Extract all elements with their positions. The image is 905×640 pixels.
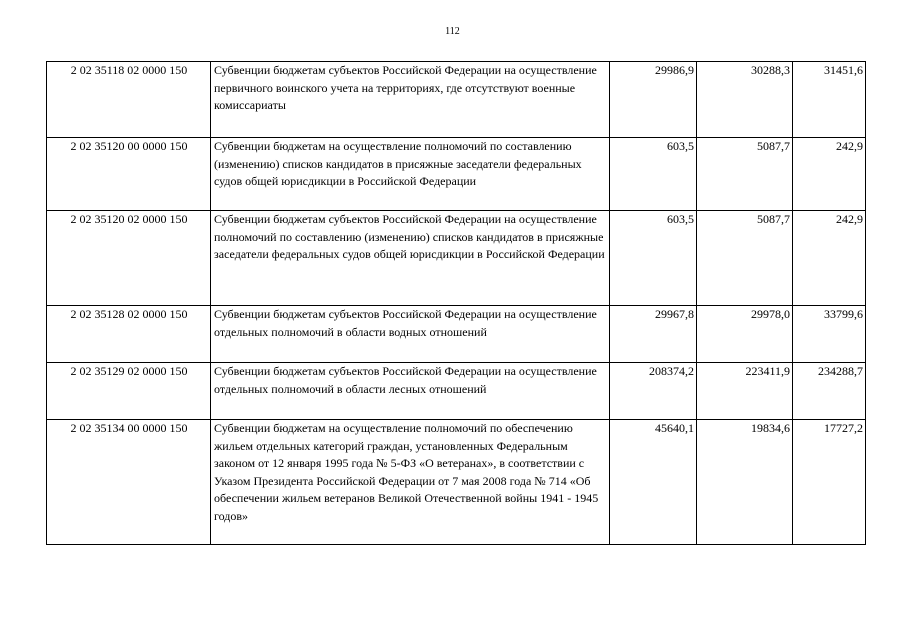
value-year3-cell: 234288,7 <box>793 363 866 420</box>
value-year3-cell: 31451,6 <box>793 62 866 138</box>
table-row <box>47 138 866 211</box>
value-year1-cell: 603,5 <box>610 138 697 211</box>
description-cell: Субвенции бюджетам субъектов Российской Федерации на осуществление первичного воинского учета на территориях, где отсутствуют военные комиссариаты <box>211 62 610 138</box>
budget-code-cell: 2 02 35128 02 0000 150 <box>47 306 211 363</box>
page-number: 112 <box>445 26 460 37</box>
table-row <box>47 363 866 420</box>
table-row <box>47 306 866 363</box>
description-cell: Субвенции бюджетам на осуществление полномочий по составлению (изменению) списков кандидатов в присяжные заседатели федеральных судов общей юрисдикции в Российской Федерации <box>211 138 610 211</box>
value-year1-cell: 208374,2 <box>610 363 697 420</box>
value-year3-cell: 17727,2 <box>793 420 866 545</box>
budget-code-cell: 2 02 35120 00 0000 150 <box>47 138 211 211</box>
table-row <box>47 211 866 306</box>
value-year1-cell: 29986,9 <box>610 62 697 138</box>
value-year2-cell: 5087,7 <box>697 138 793 211</box>
table-row <box>47 420 866 545</box>
value-year1-cell: 603,5 <box>610 211 697 306</box>
value-year1-cell: 29967,8 <box>610 306 697 363</box>
description-cell: Субвенции бюджетам на осуществление полномочий по обеспечению жильем отдельных категорий граждан, установленных Федеральным законом от 12 января 1995 года № 5-ФЗ «О ветеранах», в соответствии с Указом Президента Российской Федерации от 7 мая 2008 года № 714 «Об обеспечении жильем ветеранов Великой Отечественной войны 1941 - 1945 годов» <box>211 420 610 545</box>
table-row <box>47 62 866 138</box>
budget-code-cell: 2 02 35134 00 0000 150 <box>47 420 211 545</box>
value-year3-cell: 242,9 <box>793 211 866 306</box>
value-year3-cell: 33799,6 <box>793 306 866 363</box>
budget-code-cell: 2 02 35118 02 0000 150 <box>47 62 211 138</box>
budget-code-cell: 2 02 35120 02 0000 150 <box>47 211 211 306</box>
value-year2-cell: 223411,9 <box>697 363 793 420</box>
budget-code-cell: 2 02 35129 02 0000 150 <box>47 363 211 420</box>
value-year2-cell: 30288,3 <box>697 62 793 138</box>
value-year2-cell: 19834,6 <box>697 420 793 545</box>
value-year2-cell: 29978,0 <box>697 306 793 363</box>
description-cell: Субвенции бюджетам субъектов Российской Федерации на осуществление отдельных полномочий в области лесных отношений <box>211 363 610 420</box>
value-year1-cell: 45640,1 <box>610 420 697 545</box>
value-year2-cell: 5087,7 <box>697 211 793 306</box>
description-cell: Субвенции бюджетам субъектов Российской Федерации на осуществление полномочий по составлению (изменению) списков кандидатов в присяжные заседатели федеральных судов общей юрисдикции в Российской Федерации <box>211 211 610 306</box>
value-year3-cell: 242,9 <box>793 138 866 211</box>
description-cell: Субвенции бюджетам субъектов Российской Федерации на осуществление отдельных полномочий в области водных отношений <box>211 306 610 363</box>
budget-table <box>46 61 866 545</box>
